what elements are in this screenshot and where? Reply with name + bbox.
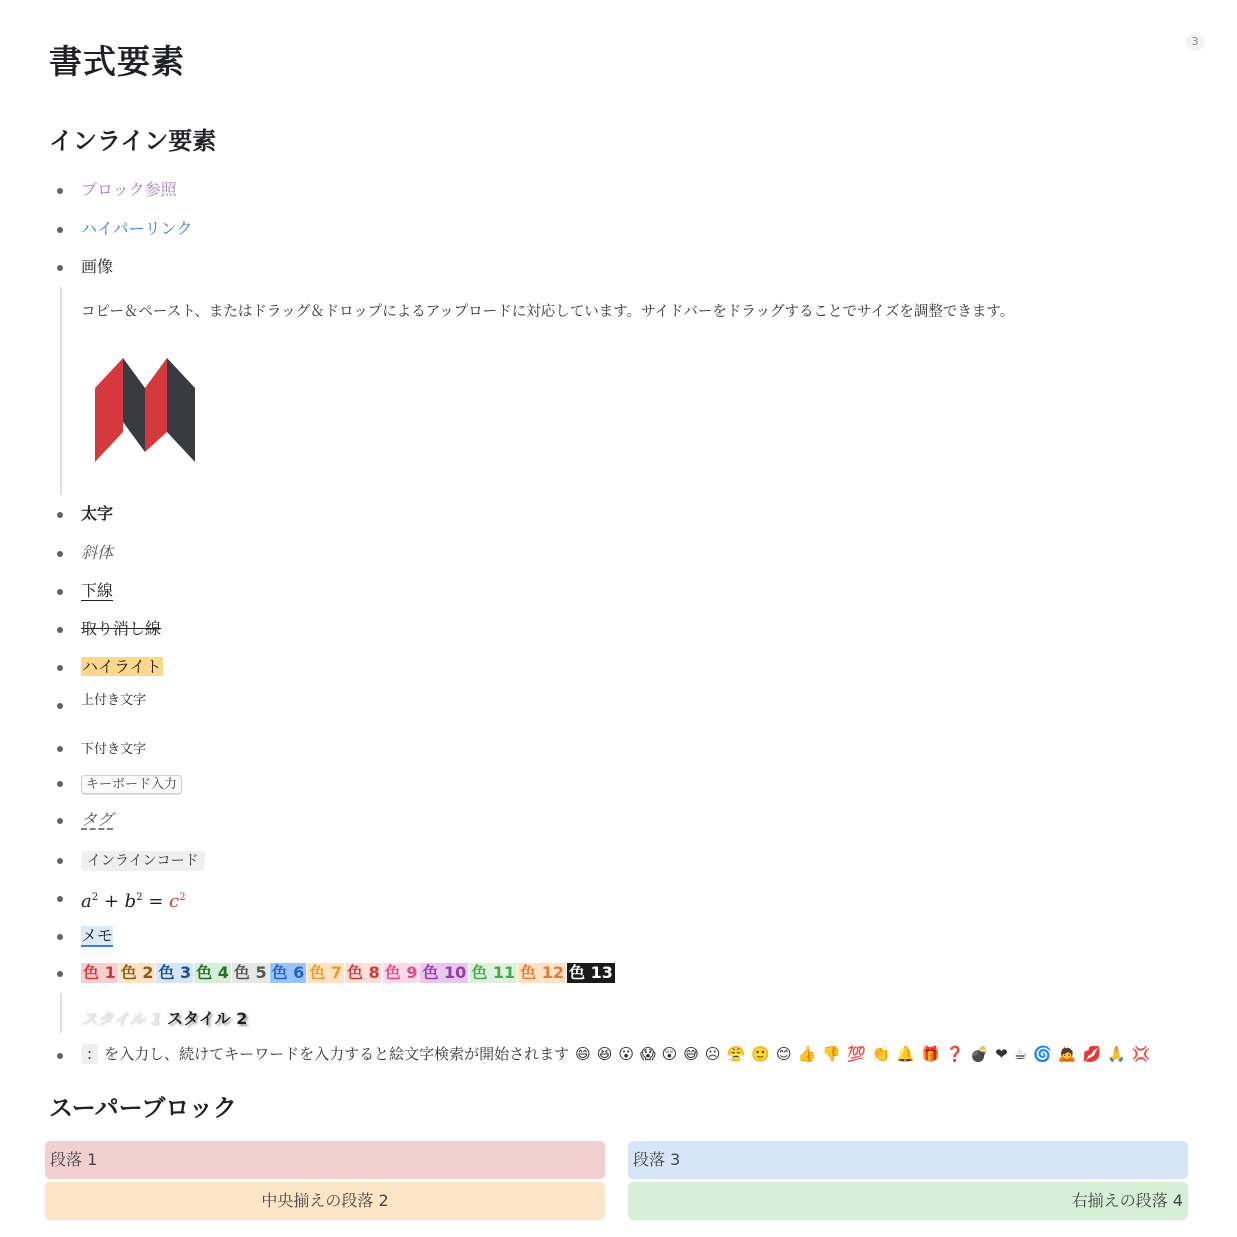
superblock-paragraph-3[interactable]: 段落 3 xyxy=(628,1141,1188,1179)
color-chip-2: 色 2 xyxy=(120,963,154,982)
bullet-icon xyxy=(57,781,63,787)
bullet-icon xyxy=(57,512,63,518)
styles-row xyxy=(81,1006,247,1029)
emoji-21-icon: 🌀 xyxy=(1033,1045,1052,1063)
emoji-line xyxy=(81,1043,1151,1064)
emoji-12-icon: 👎 xyxy=(822,1045,841,1063)
emoji-22-icon: 🙇 xyxy=(1057,1045,1077,1063)
image-blockquote-bar xyxy=(60,287,62,495)
emoji-23-icon: 💋 xyxy=(1082,1045,1102,1063)
color-chip-12: 色 12 xyxy=(520,963,564,982)
emoji-10-icon: 😊 xyxy=(775,1045,792,1063)
bullet-icon xyxy=(57,896,63,902)
bullet-icon xyxy=(57,589,63,595)
bullet-icon xyxy=(57,971,63,977)
emoji-7-icon: ☹ xyxy=(704,1045,721,1063)
emoji-colon-code: : xyxy=(81,1044,98,1064)
emoji-25-icon: 💢 xyxy=(1131,1045,1151,1063)
emoji-6-icon: 😅 xyxy=(683,1045,699,1063)
color-chip-9: 色 9 xyxy=(384,963,418,982)
math-formula[interactable]: $a^2 + b^2 = c^2$ xyxy=(81,891,186,912)
emoji-8-icon: 😤 xyxy=(726,1045,746,1063)
color-chip-11: 色 11 xyxy=(471,963,516,982)
bullet-icon xyxy=(57,934,63,940)
bullet-icon xyxy=(57,703,63,709)
emoji-13-icon: 💯 xyxy=(846,1045,866,1063)
section-heading-superblock: スーパーブロック xyxy=(49,1094,237,1122)
block-ref-link[interactable]: ブロック参照 xyxy=(81,180,177,199)
emoji-list xyxy=(569,1045,1150,1063)
bold-text: 太字 xyxy=(81,504,114,523)
bullet-icon xyxy=(57,265,63,271)
m-logo-icon xyxy=(93,358,197,462)
emoji-2-icon: 😆 xyxy=(596,1045,613,1063)
emoji-19-icon: ❤ xyxy=(995,1045,1008,1063)
bullet-icon xyxy=(57,746,63,752)
emoji-4-icon: 😱 xyxy=(640,1045,656,1063)
keyboard-input: キーボード入力 xyxy=(81,775,182,794)
underline-text: 下線 xyxy=(81,581,114,600)
bullet-icon xyxy=(57,858,63,864)
superblock-paragraph-2[interactable]: 中央揃えの段落 2 xyxy=(45,1182,605,1220)
color-chip-5: 色 5 xyxy=(233,963,267,982)
emoji-5-icon: 😲 xyxy=(661,1045,678,1063)
bullet-icon xyxy=(57,818,63,824)
page-title: 書式要素 xyxy=(49,42,185,81)
bullet-icon xyxy=(57,227,63,233)
emoji-17-icon: ❓ xyxy=(945,1045,965,1063)
page-count-badge: 3 xyxy=(1186,33,1204,51)
strikethrough-text: 取り消し線 xyxy=(81,619,162,638)
logo-image[interactable] xyxy=(93,358,197,466)
bullet-icon xyxy=(57,665,63,671)
superblock-paragraph-1[interactable]: 段落 1 xyxy=(45,1141,605,1179)
bullet-icon xyxy=(57,1053,63,1059)
emoji-24-icon: 🙏 xyxy=(1107,1045,1126,1063)
color-chip-1: 色 1 xyxy=(83,963,116,982)
highlight-text: ハイライト xyxy=(82,657,162,676)
emoji-11-icon: 👍 xyxy=(797,1045,817,1063)
color-chip-4: 色 4 xyxy=(196,963,229,982)
superscript-text: 上付き文字 xyxy=(81,693,147,708)
section-heading-inline: インライン要素 xyxy=(49,127,217,155)
bullet-icon xyxy=(57,188,63,194)
color-chip-3: 色 3 xyxy=(158,963,192,982)
emoji-16-icon: 🎁 xyxy=(921,1045,940,1063)
color-chip-6: 色 6 xyxy=(271,963,305,982)
style-2-text: スタイル 2 xyxy=(166,1009,248,1028)
emoji-15-icon: 🔔 xyxy=(896,1045,916,1063)
color-chip-10: 色 10 xyxy=(422,963,467,982)
subscript-text: 下付き文字 xyxy=(81,742,147,757)
emoji-14-icon: 👏 xyxy=(871,1045,891,1063)
image-description: コピー＆ペースト、またはドラッグ＆ドロップによるアップロードに対応しています。サイドバーをドラッグすることでサイズを調整できます。 xyxy=(81,304,1015,320)
emoji-9-icon: 🙂 xyxy=(751,1045,770,1063)
memo-annotation[interactable]: メモ xyxy=(81,926,114,945)
superblock-paragraph-4[interactable]: 右揃えの段落 4 xyxy=(628,1182,1188,1220)
color-chips-row xyxy=(81,963,616,983)
emoji-18-icon: 💣 xyxy=(970,1045,990,1063)
image-label: 画像 xyxy=(81,257,114,276)
emoji-3-icon: 😮 xyxy=(618,1045,634,1063)
color-chip-13: 色 13 xyxy=(569,963,613,982)
emoji-20-icon: ☕ xyxy=(1013,1045,1028,1063)
tag-link[interactable]: タグ xyxy=(81,810,114,829)
hyperlink[interactable]: ハイパーリンク xyxy=(81,219,193,238)
bullet-icon xyxy=(57,551,63,557)
emoji-instruction: を入力し、続けてキーワードを入力すると絵文字検索が開始されます xyxy=(104,1045,570,1063)
color-chip-8: 色 8 xyxy=(347,963,380,982)
emoji-1-icon: 😄 xyxy=(575,1045,591,1063)
style-1-text: スタイル 1 xyxy=(81,1009,162,1028)
bullet-icon xyxy=(57,627,63,633)
styles-blockquote-bar xyxy=(60,993,62,1033)
color-chip-7: 色 7 xyxy=(309,963,343,982)
italic-text: 斜体 xyxy=(81,543,114,562)
inline-code: インラインコード xyxy=(81,851,205,871)
